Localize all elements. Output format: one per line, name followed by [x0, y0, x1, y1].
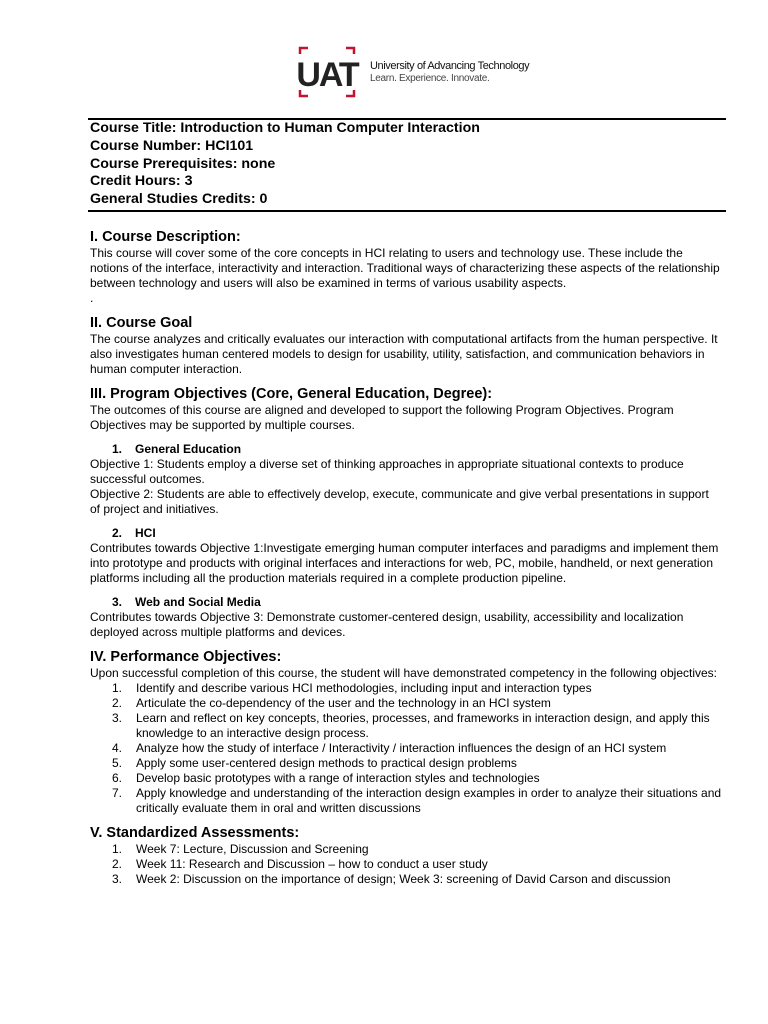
list-item: 5. Apply some user-centered design methods to practical design problems [112, 756, 517, 770]
course-description-text: This course will cover some of the core concepts in HCI relating to users and technology use. These include the notions of the interface, interactivity and interaction. Traditional ways of characterizing these aspects of the relationship between technology and users will also be examined in terms of various usability aspects. [90, 246, 720, 290]
header-bottom-rule [88, 210, 726, 212]
program-objectives-intro: The outcomes of this course are aligned and developed to support the following Program Objectives. Program Objectives may be supported by multiple courses. [90, 403, 674, 432]
uat-logo-mark [292, 44, 362, 100]
program-objective-line: Contributes towards Objective 1:Investigate emerging human computer interfaces and paradigms and implement them into prototype and products with original interfaces and interactions for web, PC, mobile, handheld, or next generation platforms including all the production materials required in a complete production pipeline. [90, 541, 719, 585]
list-item: 6. Develop basic prototypes with a range of interaction styles and technologies [112, 771, 540, 785]
course-prerequisites: Course Prerequisites: none [90, 155, 276, 172]
assessments-list [90, 842, 722, 887]
section-heading-performance-objectives: IV. Performance Objectives: [90, 649, 282, 665]
program-objective-line: Objective 1: Students employ a diverse set of thinking approaches in appropriate situational contexts to produce successful outcomes. [90, 457, 684, 486]
section-heading-program-objectives: III. Program Objectives (Core, General Education, Degree): [90, 386, 493, 402]
general-studies-credits: General Studies Credits: 0 [90, 191, 268, 208]
list-item: 1. Identify and describe various HCI methodologies, including input and interaction types [112, 681, 592, 695]
description-trailing-dot: . [90, 291, 94, 305]
list-item: 3. Learn and reflect on key concepts, theories, processes, and frameworks in interaction design, and apply this knowledge to an interactive design process. [112, 711, 710, 740]
program-objective-group-title: 3. Web and Social Media [112, 595, 261, 609]
program-objective-line: Contributes towards Objective 3: Demonstrate customer-centered design, usability, accessibility and localization deployed across multiple platforms and devices. [90, 610, 684, 639]
program-objective-group-title: 2. HCI [112, 526, 156, 540]
list-item: 2. Articulate the co-dependency of the user and the technology in an HCI system [112, 696, 551, 710]
course-goal-text: The course analyzes and critically evaluates our interaction with computational artifacts from the human perspective. It also investigates human centered models to design for usability, utility, satisfaction, and communication behaviors in human computer interaction. [90, 332, 718, 376]
logo-tagline: Learn. Experience. Innovate. [370, 73, 490, 84]
course-title: Course Title: Introduction to Human Computer Interaction [90, 120, 480, 136]
uat-logo [292, 44, 532, 100]
logo-university-name: University of Advancing Technology [370, 60, 530, 72]
list-item: 4. Analyze how the study of interface / Interactivity / interaction influences the design of an HCI system [112, 741, 667, 755]
credit-hours: Credit Hours: 3 [90, 173, 193, 190]
course-header [90, 120, 720, 209]
syllabus-body [90, 228, 722, 887]
course-number: Course Number: HCI101 [90, 137, 254, 154]
logo-letters: UAT [296, 56, 358, 94]
section-heading-description: I. Course Description: [90, 229, 241, 245]
list-item: 7. Apply knowledge and understanding of the interaction design examples in order to analyze their situations and critically evaluate them in oral and written discussions [112, 786, 722, 815]
program-objective-group-title: 1. General Education [112, 442, 242, 456]
performance-objectives-list [90, 681, 722, 816]
list-item: 3. Week 2: Discussion on the importance of design; Week 3: screening of David Carson and discussion [112, 872, 671, 886]
section-heading-assessments: V. Standardized Assessments: [90, 825, 300, 841]
performance-objectives-intro: Upon successful completion of this course, the student will have demonstrated competency in the following objectives: [90, 666, 717, 680]
program-objective-line: Objective 2: Students are able to effectively develop, execute, communicate and give verbal presentations in support of project and initiatives. [90, 487, 709, 516]
list-item: 2. Week 11: Research and Discussion – how to conduct a user study [112, 857, 488, 871]
section-heading-goal: II. Course Goal [90, 315, 193, 331]
list-item: 1. Week 7: Lecture, Discussion and Screening [112, 842, 369, 856]
